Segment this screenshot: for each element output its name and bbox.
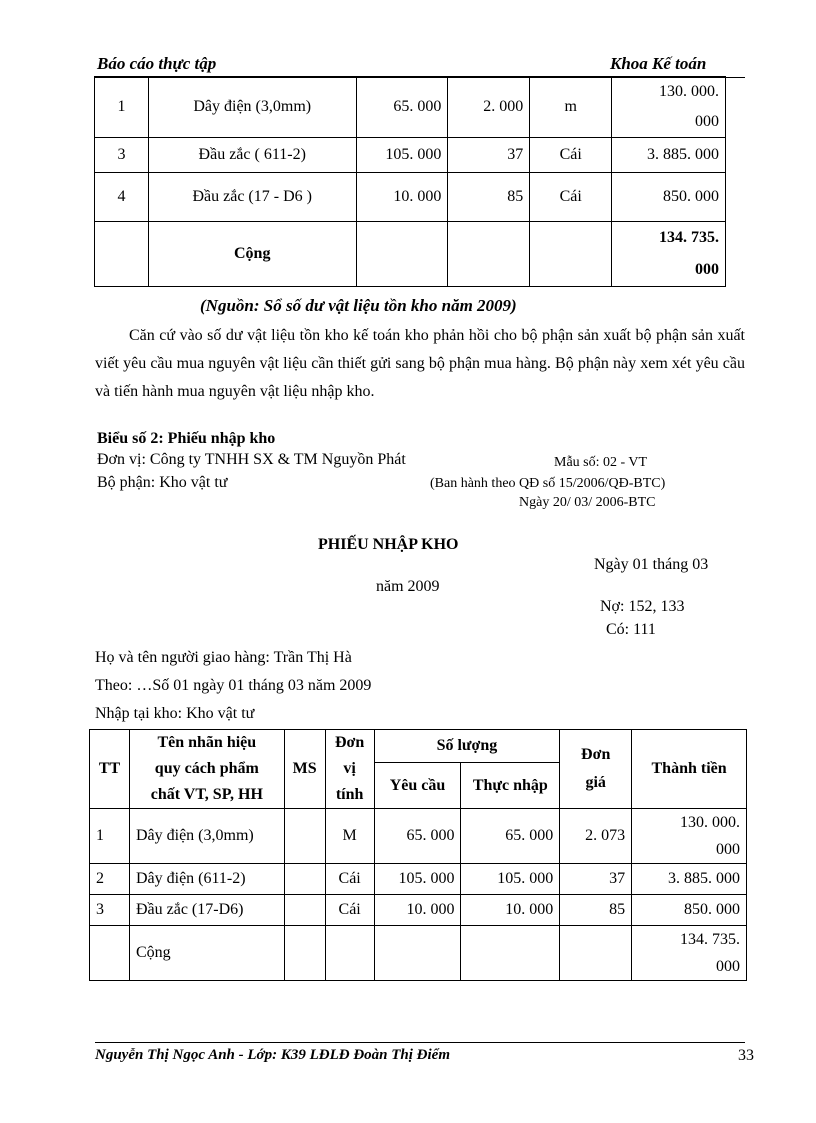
col-unit: Đơn vị tính — [325, 730, 374, 809]
table-row — [90, 895, 747, 926]
col-tt: TT — [90, 730, 130, 809]
row-name: Dây điện (3,0mm) — [148, 77, 356, 138]
col-amount: Thành tiền — [632, 730, 747, 809]
row-tt: 1 — [90, 809, 130, 864]
row-amount: 3. 885. 000 — [632, 864, 747, 895]
header-row — [90, 730, 747, 763]
row-qty: 10. 000 — [356, 173, 448, 222]
source-note: (Nguồn: Sổ số dư vật liệu tồn kho năm 2009) — [200, 296, 517, 315]
row-price: 85 — [560, 895, 632, 926]
row-requested: 105. 000 — [374, 864, 461, 895]
col-ms: MS — [284, 730, 325, 809]
col-requested: Yêu cầu — [374, 763, 461, 809]
row-qty: 105. 000 — [356, 138, 448, 173]
row-name: Đầu zắc ( 611-2) — [148, 138, 356, 173]
unit-line: Đơn vị: Công ty TNHH SX & TM Nguyồn Phát — [97, 451, 406, 468]
row-price: 2. 000 — [448, 77, 530, 138]
header-department: Khoa Kế toán — [610, 54, 707, 73]
row-amount: 130. 000. 000 — [632, 809, 747, 864]
row-unit: Cái — [530, 138, 612, 173]
row-price: 37 — [448, 138, 530, 173]
footer-divider — [95, 1042, 745, 1043]
row-stt: 1 — [95, 77, 149, 138]
issued-date: Ngày 20/ 03/ 2006-BTC — [519, 495, 656, 510]
row-name: Đầu zắc (17 - D6 ) — [148, 173, 356, 222]
row-amount: 850. 000 — [632, 895, 747, 926]
row-ms — [284, 895, 325, 926]
according-line: Theo: …Số 01 ngày 01 tháng 03 năm 2009 — [95, 677, 372, 694]
total-row — [95, 222, 726, 287]
total-amount: 134. 735. 000 — [632, 926, 747, 981]
row-requested: 65. 000 — [374, 809, 461, 864]
deliverer-line: Họ và tên người giao hàng: Trần Thị Hà — [95, 649, 352, 666]
total-row — [90, 926, 747, 981]
table-row — [95, 138, 726, 173]
row-amount: 3. 885. 000 — [612, 138, 726, 173]
issued-by: (Ban hành theo QĐ số 15/2006/QĐ-BTC) — [430, 476, 666, 491]
date-line: Ngày 01 tháng 03 — [594, 556, 709, 573]
total-amount: 134. 735. 000 — [612, 222, 726, 287]
total-label: Cộng — [129, 926, 284, 981]
row-price: 85 — [448, 173, 530, 222]
row-unit: Cái — [530, 173, 612, 222]
year-line: năm 2009 — [376, 578, 440, 595]
col-actual: Thực nhập — [461, 763, 560, 809]
row-qty: 65. 000 — [356, 77, 448, 138]
header-report-title: Báo cáo thực tập — [97, 54, 217, 73]
row-ms — [284, 864, 325, 895]
page-number: 33 — [738, 1047, 754, 1064]
row-actual: 65. 000 — [461, 809, 560, 864]
form-title: PHIẾU NHẬP KHO — [318, 536, 459, 553]
col-price: Đơn giá — [560, 730, 632, 809]
row-name: Đầu zắc (17-D6) — [129, 895, 284, 926]
col-name: Tên nhãn hiệu quy cách phẩm chất VT, SP, HH — [129, 730, 284, 809]
row-amount: 130. 000. 000 — [612, 77, 726, 138]
inventory-table — [94, 76, 726, 287]
row-actual: 10. 000 — [461, 895, 560, 926]
receipt-table — [89, 729, 747, 981]
row-stt: 3 — [95, 138, 149, 173]
row-ms — [284, 809, 325, 864]
row-unit: M — [325, 809, 374, 864]
form-caption: Biểu số 2: Phiếu nhập kho — [97, 430, 276, 447]
col-qty: Số lượng — [374, 730, 560, 763]
table-row — [95, 77, 726, 138]
row-stt: 4 — [95, 173, 149, 222]
row-unit: Cái — [325, 864, 374, 895]
table-row — [90, 864, 747, 895]
row-unit: m — [530, 77, 612, 138]
total-label: Cộng — [148, 222, 356, 287]
row-amount: 850. 000 — [612, 173, 726, 222]
row-name: Dây điện (3,0mm) — [129, 809, 284, 864]
credit-account: Có: 111 — [606, 621, 656, 638]
table-row — [90, 809, 747, 864]
body-paragraph: Căn cứ vào số dư vật liệu tồn kho kế toán kho phản hồi cho bộ phận sản xuất bộ phận sản xuất viết yêu cầu mua nguyên vật liệu cần thiết gửi sang bộ phận mua hàng. Bộ phận này xem xét yêu cầu và tiến hành mua nguyên vật liệu nhập kho. — [95, 327, 745, 400]
row-price: 2. 073 — [560, 809, 632, 864]
row-unit: Cái — [325, 895, 374, 926]
form-number: Mẫu số: 02 - VT — [554, 455, 648, 470]
row-price: 37 — [560, 864, 632, 895]
table-row — [95, 173, 726, 222]
row-name: Dây điện (611-2) — [129, 864, 284, 895]
row-actual: 105. 000 — [461, 864, 560, 895]
warehouse-line: Nhập tại kho: Kho vật tư — [95, 705, 255, 722]
debit-account: Nợ: 152, 133 — [600, 598, 685, 615]
dept-line: Bộ phận: Kho vật tư — [97, 474, 228, 491]
row-tt: 3 — [90, 895, 130, 926]
footer-author: Nguyễn Thị Ngọc Anh - Lớp: K39 LĐLĐ Đoàn Thị Điểm — [95, 1047, 450, 1063]
row-requested: 10. 000 — [374, 895, 461, 926]
row-tt: 2 — [90, 864, 130, 895]
